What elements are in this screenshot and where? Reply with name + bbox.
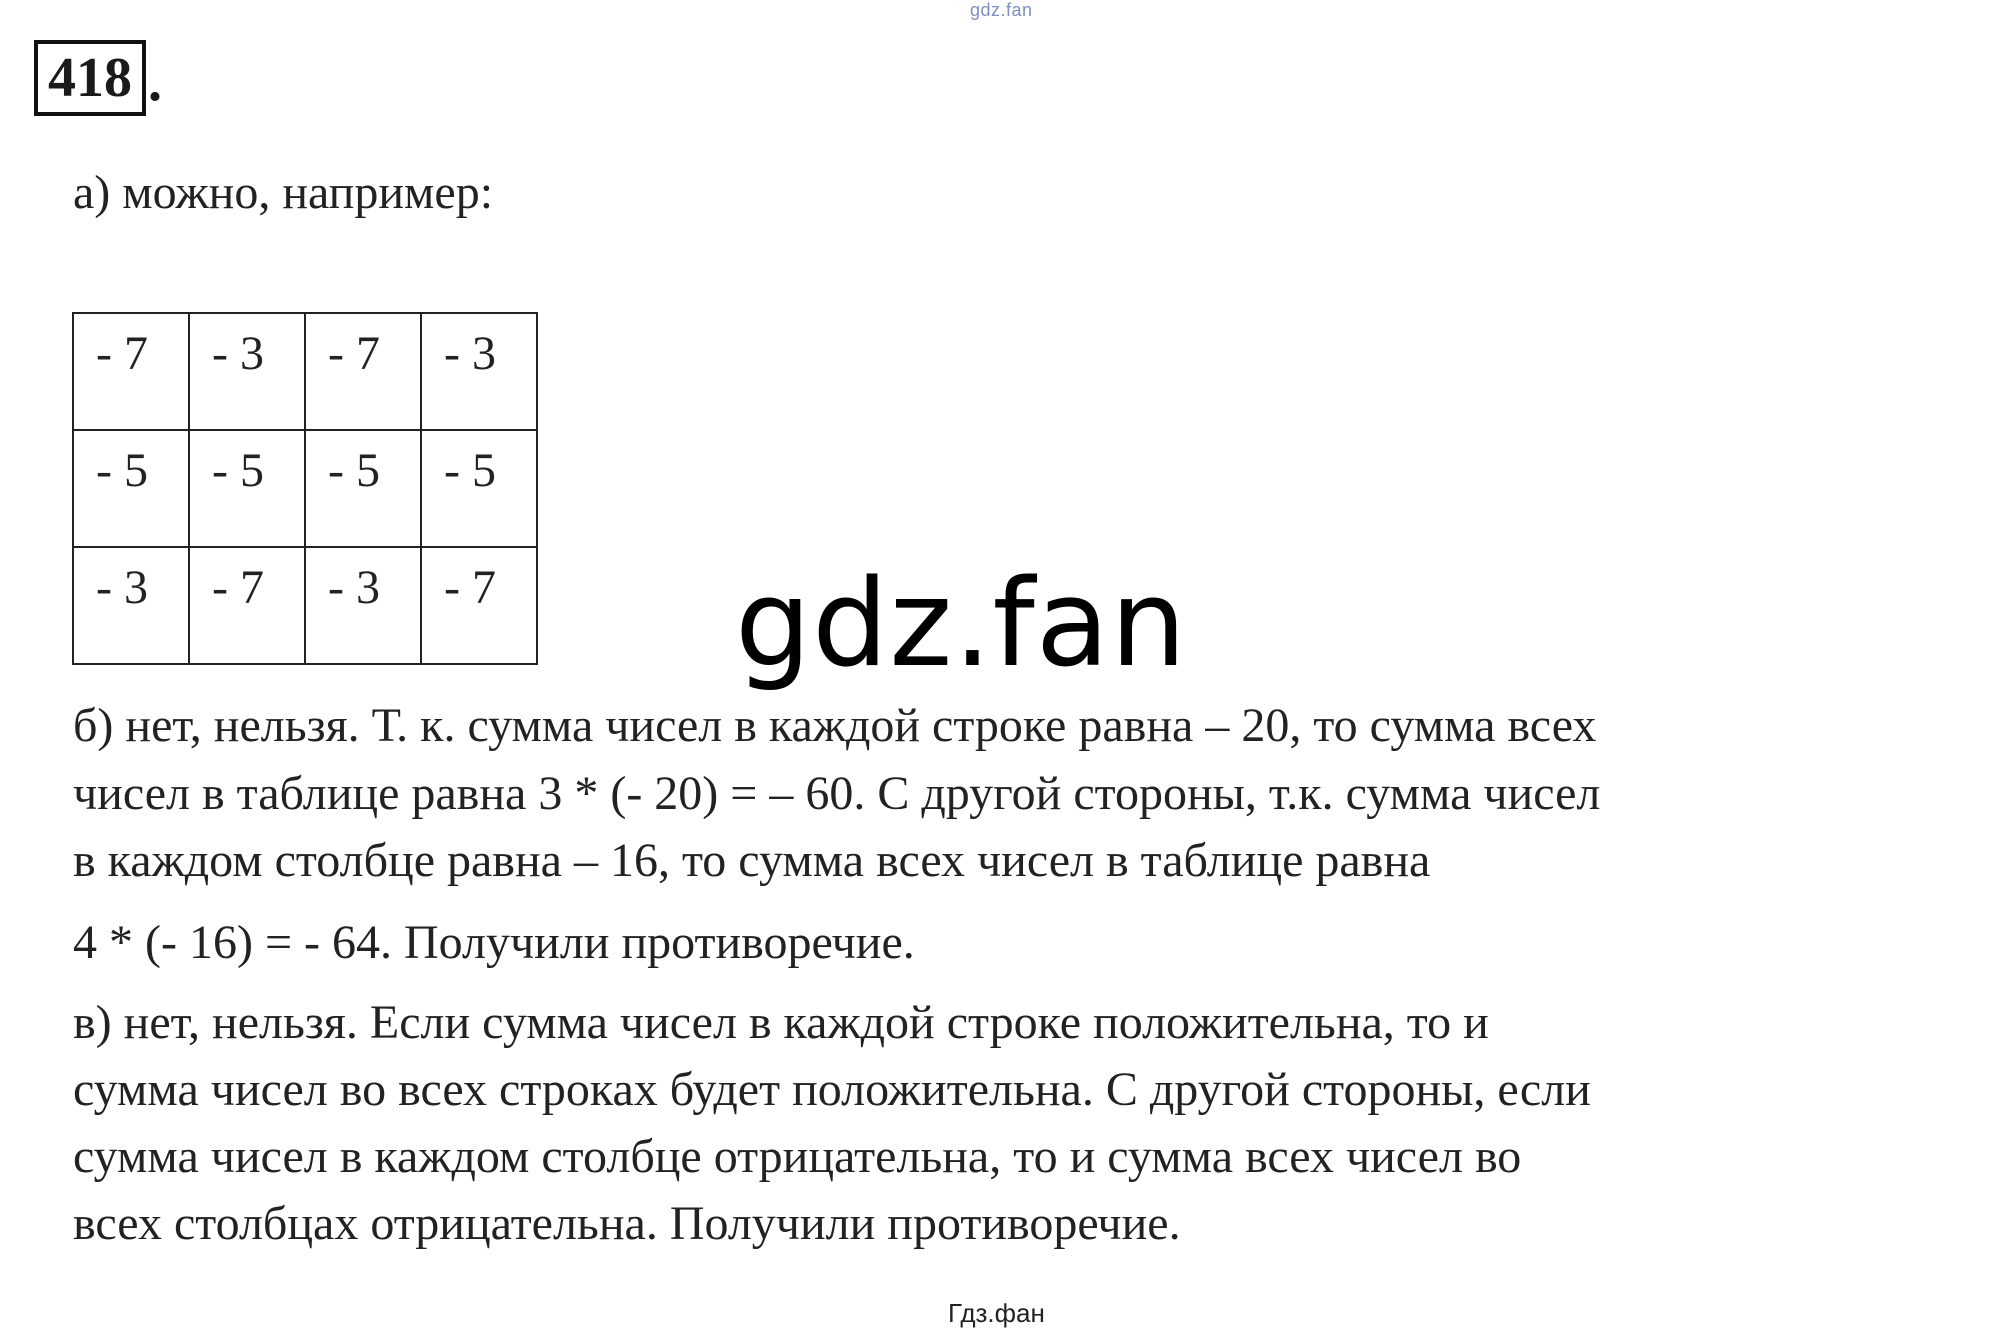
table-cell: - 3 <box>421 313 537 430</box>
number-table <box>72 312 538 665</box>
table-cell: - 5 <box>189 430 305 547</box>
table-cell: - 7 <box>189 547 305 664</box>
table-cell: - 7 <box>73 313 189 430</box>
table-cell: - 3 <box>305 547 421 664</box>
problem-number-box: 418 <box>34 40 146 116</box>
part-b-line: б) нет, нельзя. Т. к. сумма чисел в каждой строке равна – 20, то сумма всех <box>73 699 1597 752</box>
part-c-line: в) нет, нельзя. Если сумма чисел в каждой строке положительна, то и <box>73 996 1489 1049</box>
table-cell: - 3 <box>73 547 189 664</box>
part-b-line: чисел в таблице равна 3 * (- 20) = – 60. С другой стороны, т.к. сумма чисел <box>73 767 1601 820</box>
table-row <box>73 430 537 547</box>
problem-number-dot: . <box>148 51 162 113</box>
problem-number <box>34 40 162 116</box>
part-b-line: 4 * (- 16) = - 64. Получили противоречие. <box>73 916 915 969</box>
part-c-line: сумма чисел в каждом столбце отрицательна, то и сумма всех чисел во <box>73 1130 1522 1183</box>
table-cell: - 7 <box>421 547 537 664</box>
watermark-bottom: Гдз.фан <box>948 1298 1045 1328</box>
watermark-top: gdz.fan <box>970 0 1033 20</box>
table-cell: - 5 <box>73 430 189 547</box>
table-row <box>73 547 537 664</box>
watermark-center: gdz.fan <box>735 555 1188 694</box>
table-cell: - 5 <box>421 430 537 547</box>
part-a-intro: а) можно, например: <box>73 166 494 219</box>
part-c-line: всех столбцах отрицательна. Получили противоречие. <box>73 1197 1181 1250</box>
part-b-line: в каждом столбце равна – 16, то сумма всех чисел в таблице равна <box>73 834 1431 887</box>
table-row <box>73 313 537 430</box>
table-cell: - 7 <box>305 313 421 430</box>
table-cell: - 3 <box>189 313 305 430</box>
part-c-line: сумма чисел во всех строках будет положительна. С другой стороны, если <box>73 1063 1591 1116</box>
table-cell: - 5 <box>305 430 421 547</box>
